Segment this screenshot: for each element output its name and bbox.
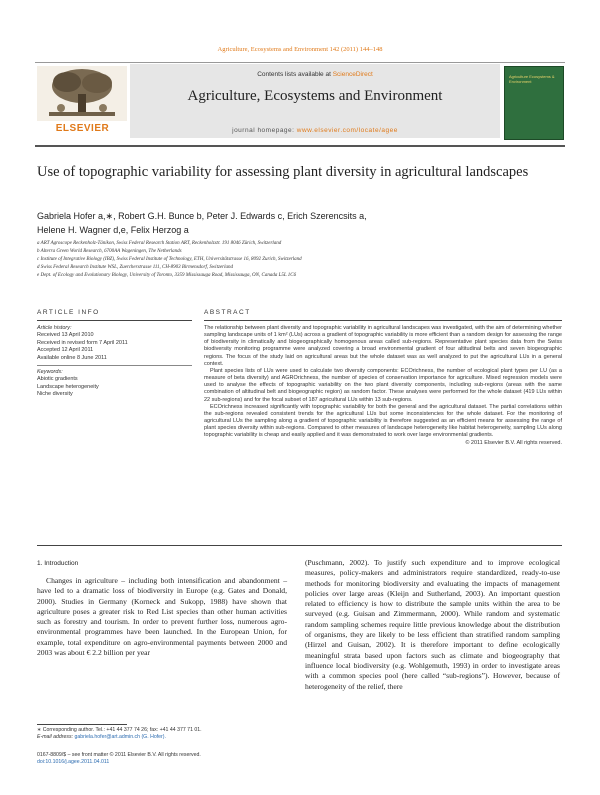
history-label: Article history: <box>37 325 72 331</box>
article-info-divider <box>37 320 192 321</box>
journal-title: Agriculture, Ecosystems and Environment <box>187 88 443 104</box>
footnote-divider <box>37 724 127 725</box>
email-link[interactable]: gabriela.hofer@art.admin.ch (G. Hofer). <box>74 734 166 740</box>
article-history <box>37 325 192 399</box>
journal-citation-line[interactable]: Agriculture, Ecosystems and Environment 142 (2011) 144–148 <box>217 46 383 53</box>
article-info-heading: ARTICLE INFO <box>37 309 100 316</box>
email-label: E-mail address: <box>37 734 75 740</box>
contents-line <box>130 71 500 78</box>
keyword-item: Niche diversity <box>37 391 73 398</box>
introduction-right-column <box>305 558 560 692</box>
affiliation-e: e Dept. of Ecology and Evolutionary Biology, University of Toronto, 3359 Mississauga Road, Mississauga, ON, Canada L5L 1C6 <box>37 273 297 278</box>
affiliations <box>37 240 557 280</box>
abstract-paragraph-3: ECOrichness increased significantly with topographic variability for both the general and the agricultural dataset. The partial correlations within the sub-regions revealed consistent trends for the agricultural LUs but some inconsistencies for the whole dataset. For the monitoring of agricultural LUs the sampling along a gradient of topographic variability is therefore suggested as an efficient means for assessing the range of plant species diversity within sub-regions. Compared to other measures of landscape heterogeneity like habitat heterogeneity, sampling LUs along topographic variability is cheap and easily applied and it was demonstrated to work over large environmental gradients. <box>204 403 562 439</box>
affiliation-a: a ART Agroscope Reckenholz-Tänikon, Swiss Federal Research Station ART, Reckenholzstr. 191 8046 Zürich, Switzerland <box>37 241 282 246</box>
front-matter-line: 0167-8809/$ – see front matter © 2011 Elsevier B.V. All rights reserved. <box>37 752 201 758</box>
abstract-paragraph-2: Plant species lists of LUs were used to calculate two diversity components: ECOrichness, the number of ecological plant types per LU (as a measure of beta diversity) and AGROrichness, the number of species of conservation importance for agriculture. Mixed regression models were used to analyse the effects of topographic variability on the two plant diversity components, including sub-regions (areas with the same combination of altitudinal belt and biogeographic region) as random factor. These analyses were performed for the whole dataset (419 LUs within 22 sub-regions) and for the focal subset of 187 agricultural LUs within 13 sub-regions. <box>204 367 562 403</box>
introduction-left-column <box>37 576 287 658</box>
abstract-bottom-divider <box>37 545 562 546</box>
article-info-separator <box>37 365 192 366</box>
keyword-item: Landscape heterogeneity <box>37 383 99 390</box>
abstract-heading: ABSTRACT <box>204 309 251 316</box>
publisher-wordmark: ELSEVIER <box>55 123 110 134</box>
author-line-1[interactable]: Gabriela Hofer a,∗, Robert G.H. Bunce b, Peter J. Edwards c, Erich Szerencsits a, <box>37 211 367 221</box>
journal-homepage <box>130 127 500 134</box>
abstract-paragraph-1: The relationship between plant diversity and topographic variability in agricultural landscapes was investigated, with the aim of determining whether sampling landscape units of 1 km² (LUs) across a gradient of topographic variability is more efficient than a random design for assessing the range of biodiversity in climatically and biogeographically homogenous areas called sub-regions. Representative plant species data from the Swiss biodiversity monitoring programme were analyzed covering a broad environmental gradient of four altitudinal belts and seven biogeographic regions. The focus of the study laid on agricultural areas but the whole dataset was as well analyzed to put the agricultural LUs in a general context. <box>204 325 562 367</box>
homepage-prefix: journal homepage: <box>232 127 297 134</box>
affiliation-c: c Institute of Integrative Biology (IBZ), Swiss Federal Institute of Technology, ETH, Universitätstrasse 16, 8092 Zurich, Switzerland <box>37 257 302 262</box>
doi-link[interactable]: doi:10.1016/j.agee.2011.04.011 <box>37 759 110 765</box>
issn-block <box>37 752 287 766</box>
sciencedirect-link[interactable]: ScienceDirect <box>332 71 373 78</box>
corresponding-author-line: ∗ Corresponding author. Tel.: +41 44 377 74 26; fax: +41 44 377 71 01. <box>37 727 202 733</box>
history-received: Received 13 April 2010 <box>37 332 94 339</box>
author-line-2[interactable]: Helene H. Wagner d,e, Felix Herzog a <box>37 225 189 235</box>
copyright-notice: © 2011 Elsevier B.V. All rights reserved. <box>465 439 562 446</box>
article-title: Use of topographic variability for assessing plant diversity in agricultural landscapes <box>37 164 529 180</box>
journal-cover-text: Agriculture Ecosystems & Environment <box>509 74 555 84</box>
introduction-paragraph-left: Changes in agriculture – including both intensification and abandonment – have led to a dramatic loss of biodiversity in Europe (e.g. Gates and Donald, 2000). Studies in Germany (Korneck and Sukopp, 1988) have shown that agriculture poses a greater risk to Red List species than other human activities such as forestry and tourism. In order to prevent further loss, numerous agro-environmental programmes have been launched. In the European Union, for example, total expenditure on agro-environmental payments between 2000 and 2003 was about € 2.2 billion per year <box>37 576 287 658</box>
keywords-label: Keywords: <box>37 369 63 376</box>
keyword-item: Abiotic gradients <box>37 376 78 383</box>
history-revised: Received in revised form 7 April 2011 <box>37 339 128 346</box>
email-line <box>37 734 287 741</box>
introduction-heading: 1. Introduction <box>37 560 79 567</box>
corresponding-author-footnote <box>37 727 287 741</box>
affiliation-b: b Alterra Green World Research, 6700AA Wageningen, The Netherlands <box>37 249 182 254</box>
author-list <box>37 209 557 237</box>
history-online: Available online 8 June 2011 <box>37 354 107 361</box>
history-accepted: Accepted 12 April 2011 <box>37 347 94 354</box>
homepage-link[interactable]: www.elsevier.com/locate/agee <box>296 127 398 134</box>
contents-prefix: Contents lists available at <box>257 71 333 78</box>
abstract-divider <box>204 320 562 321</box>
abstract-body <box>204 325 562 447</box>
affiliation-d: d Swiss Federal Research Institute WSL, Zuercherstrasse 111, CH-8903 Birmensdorf, Switzerland <box>37 265 233 270</box>
introduction-paragraph-right: (Puschmann, 2002). To justify such expenditure and to improve ecological measures, policy-makers and administrators require standardized, ready-to-use methods for monitoring biodiversity and evaluating the impacts of management policies over large areas (Kleijn and Sutherland, 2003). An important question related to efficiency is how to distribute the sample units within the area to be surveyed (e.g. Guisan and Zimmermann, 2000). While random and systematic random sampling schemes require little previous knowledge about the distribution of organisms, they are likely to be less efficient than stratified random sampling (Hirzel and Guisan, 2002). It is therefore important to define ecologically meaningful strata based upon factors such as climate and biogeography that influence local biodiversity (e.g. Wohlgemuth, 1993) in order to investigate areas with a common species pool (here called “sub-regions”). However, because of heterogeneity of the relief, there <box>305 558 560 691</box>
